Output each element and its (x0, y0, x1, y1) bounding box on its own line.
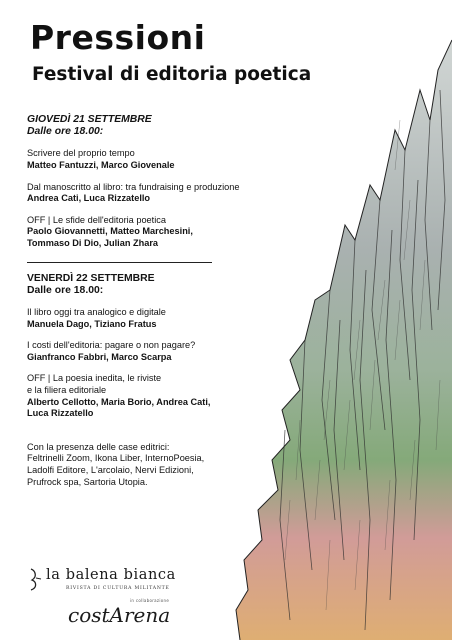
event-title: Dal manoscritto al libro: tra fundraising e produzione (27, 181, 240, 192)
whale-tail-icon (28, 567, 42, 591)
publishers-section (27, 442, 272, 488)
event (27, 182, 272, 205)
event-title: OFF | Le sfide dell'editoria poetica (27, 214, 166, 225)
costarena-small-text: in collaborazione (130, 598, 170, 603)
event-people: Luca Rizzatello (27, 408, 94, 419)
event-title: I costi dell'editoria: pagare o non pagare? (27, 340, 196, 351)
publishers-intro: Con la presenza delle case editrici: (27, 441, 170, 452)
event-people: Andrea Cati, Luca Rizzatello (27, 193, 151, 204)
program (27, 114, 272, 488)
event (27, 148, 272, 171)
day2-date: VENERDÌ 22 SETTEMBRE (27, 272, 155, 284)
event-title: e la filiera editoriale (27, 384, 107, 395)
day2-time: Dalle ore 18.00: (27, 284, 104, 296)
day1-date: GIOVEDÌ 21 SETTEMBRE (27, 114, 152, 125)
event (27, 340, 272, 363)
event-people: Tommaso Di Dio, Julian Zhara (27, 237, 159, 248)
event-title: Il libro oggi tra analogico e digitale (27, 306, 166, 317)
event-people: Alberto Cellotto, Maria Borio, Andrea Cati, (27, 396, 211, 407)
event-title: Scrivere del proprio tempo (27, 148, 135, 159)
event (27, 307, 272, 330)
event-people: Matteo Fantuzzi, Marco Giovenale (27, 160, 175, 170)
publishers-line: Feltrinelli Zoom, Ikona Liber, InternoPoesia, (27, 453, 205, 464)
event-people: Paolo Giovannetti, Matteo Marchesini, (27, 226, 193, 237)
balena-bianca-name: la balena bianca (46, 567, 176, 583)
event-title: OFF | La poesia inedita, le riviste (27, 373, 162, 384)
costarena-logo (68, 598, 208, 632)
event (27, 215, 272, 250)
divider (27, 262, 212, 263)
costarena-wordmark: costArena (68, 603, 171, 627)
balena-bianca-logo (28, 567, 208, 597)
day1-heading (27, 114, 272, 138)
publishers-line: Prufrock spa, Sartoria Utopia. (27, 476, 148, 487)
festival-subtitle: Festival di editoria poetica (32, 64, 312, 85)
day2-heading (27, 273, 272, 297)
event-people: Manuela Dago, Tiziano Fratus (27, 318, 157, 329)
event (27, 373, 272, 419)
festival-title: Pressioni (30, 18, 206, 57)
balena-bianca-tagline: RIVISTA DI CULTURA MILITANTE (66, 586, 170, 591)
event-people: Gianfranco Fabbri, Marco Scarpa (27, 351, 172, 362)
day1-time: Dalle ore 18.00: (27, 126, 104, 138)
publishers-line: Ladolfi Editore, L'arcolaio, Nervi Edizioni, (27, 464, 194, 475)
